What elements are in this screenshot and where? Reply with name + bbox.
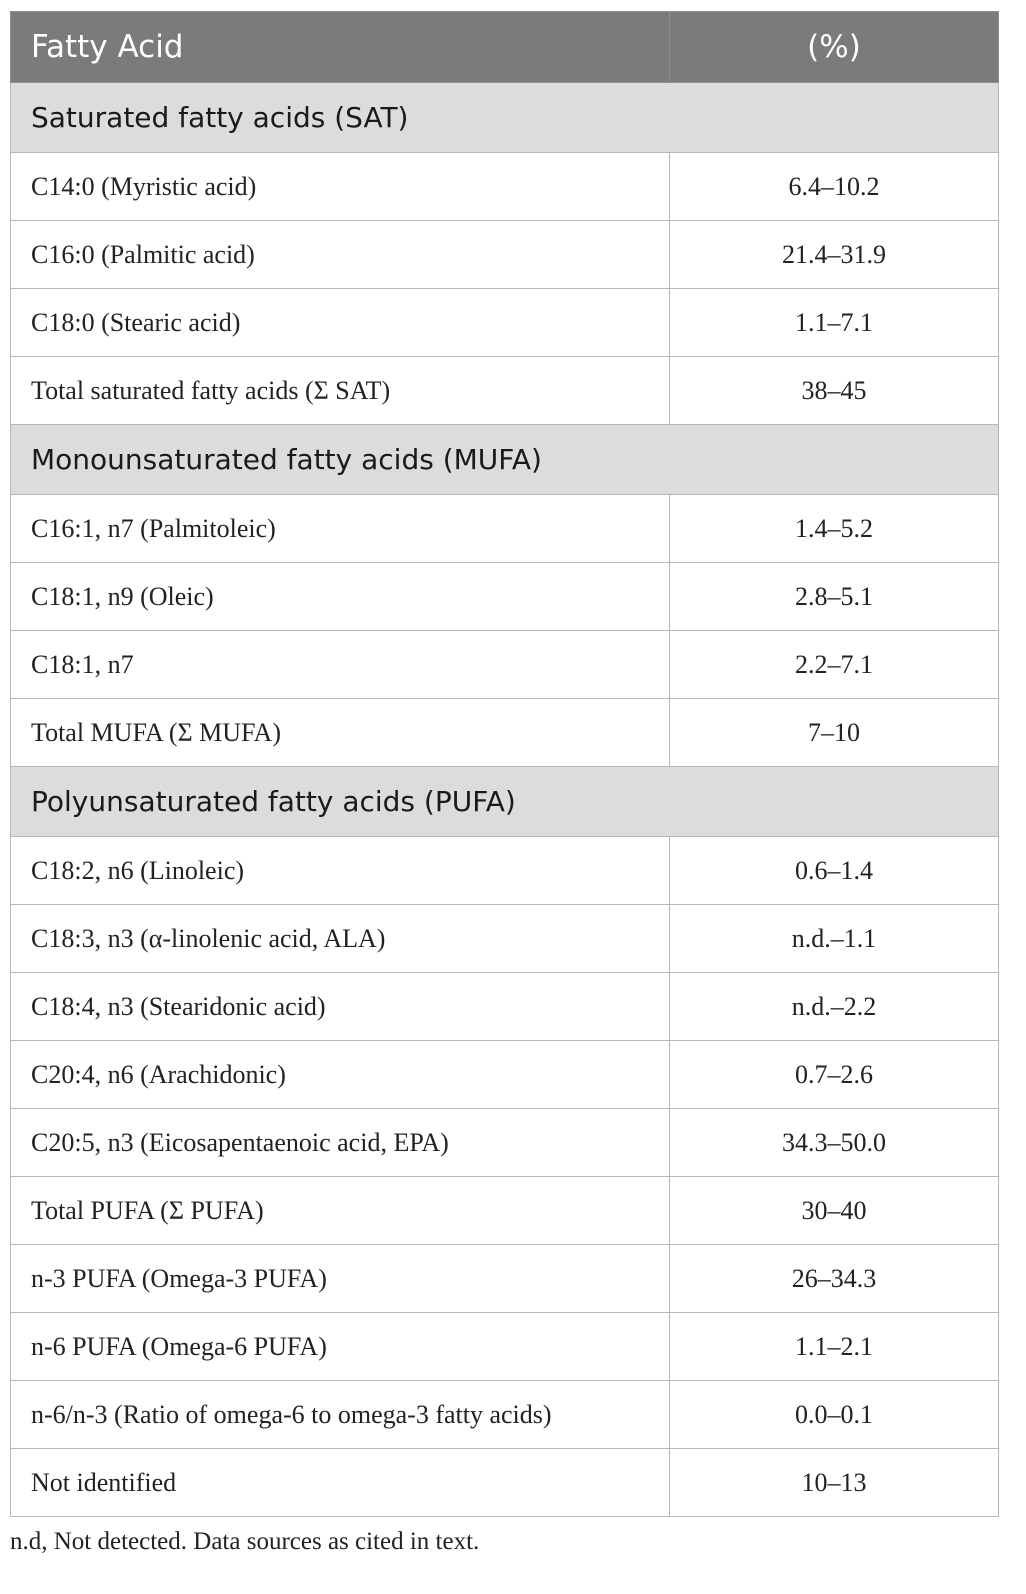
fatty-acid-name: n-6 PUFA (Omega-6 PUFA) [11, 1313, 670, 1381]
fatty-acid-name: C18:1, n9 (Oleic) [11, 563, 670, 631]
table-row [11, 837, 999, 905]
section-title: Monounsaturated fatty acids (MUFA) [11, 425, 999, 495]
fatty-acid-value: 1.1–2.1 [670, 1313, 999, 1381]
table-row [11, 1313, 999, 1381]
table-row [11, 495, 999, 563]
fatty-acid-name: C16:1, n7 (Palmitoleic) [11, 495, 670, 563]
table-row [11, 563, 999, 631]
fatty-acid-value: n.d.–2.2 [670, 973, 999, 1041]
table-row [11, 1449, 999, 1517]
table-row [11, 153, 999, 221]
fatty-acid-name: C18:0 (Stearic acid) [11, 289, 670, 357]
fatty-acid-value: 2.2–7.1 [670, 631, 999, 699]
fatty-acid-value: 30–40 [670, 1177, 999, 1245]
fatty-acid-name: Total MUFA (Σ MUFA) [11, 699, 670, 767]
fatty-acid-value: 0.6–1.4 [670, 837, 999, 905]
table-row [11, 1109, 999, 1177]
table-row [11, 1041, 999, 1109]
table-row [11, 221, 999, 289]
table-header [11, 12, 999, 83]
table-row [11, 905, 999, 973]
fatty-acid-name: C18:1, n7 [11, 631, 670, 699]
fatty-acid-name: Total saturated fatty acids (Σ SAT) [11, 357, 670, 425]
section-title: Polyunsaturated fatty acids (PUFA) [11, 767, 999, 837]
fatty-acid-value: 26–34.3 [670, 1245, 999, 1313]
fatty-acid-name: Total PUFA (Σ PUFA) [11, 1177, 670, 1245]
fatty-acid-value: 10–13 [670, 1449, 999, 1517]
header-fatty-acid: Fatty Acid [11, 12, 670, 83]
fatty-acid-value: 38–45 [670, 357, 999, 425]
fatty-acid-name: C18:4, n3 (Stearidonic acid) [11, 973, 670, 1041]
fatty-acid-value: 21.4–31.9 [670, 221, 999, 289]
fatty-acid-value: 6.4–10.2 [670, 153, 999, 221]
fatty-acid-value: 2.8–5.1 [670, 563, 999, 631]
fatty-acid-value: 1.1–7.1 [670, 289, 999, 357]
fatty-acid-name: C20:5, n3 (Eicosapentaenoic acid, EPA) [11, 1109, 670, 1177]
section-title: Saturated fatty acids (SAT) [11, 83, 999, 153]
fatty-acid-name: Not identified [11, 1449, 670, 1517]
table-body [11, 83, 999, 1517]
section-row-sat [11, 83, 999, 153]
table-footnote: n.d, Not detected. Data sources as cited in text. [10, 1528, 480, 1555]
fatty-acid-name: C18:3, n3 (α-linolenic acid, ALA) [11, 905, 670, 973]
fatty-acid-value: 1.4–5.2 [670, 495, 999, 563]
fatty-acid-name: n-6/n-3 (Ratio of omega-6 to omega-3 fatty acids) [11, 1381, 670, 1449]
table-row [11, 289, 999, 357]
header-row [11, 12, 999, 83]
fatty-acid-name: C16:0 (Palmitic acid) [11, 221, 670, 289]
fatty-acid-name: C14:0 (Myristic acid) [11, 153, 670, 221]
fatty-acid-value: 0.7–2.6 [670, 1041, 999, 1109]
table-row [11, 1177, 999, 1245]
table-row [11, 973, 999, 1041]
fatty-acid-value: 7–10 [670, 699, 999, 767]
fatty-acid-name: C18:2, n6 (Linoleic) [11, 837, 670, 905]
fatty-acid-value: n.d.–1.1 [670, 905, 999, 973]
fatty-acid-name: n-3 PUFA (Omega-3 PUFA) [11, 1245, 670, 1313]
fatty-acid-table-container [10, 11, 998, 1517]
fatty-acid-name: C20:4, n6 (Arachidonic) [11, 1041, 670, 1109]
section-row-pufa [11, 767, 999, 837]
table-row [11, 357, 999, 425]
table-row [11, 1245, 999, 1313]
fatty-acid-value: 0.0–0.1 [670, 1381, 999, 1449]
table-row [11, 1381, 999, 1449]
fatty-acid-table [10, 11, 999, 1517]
fatty-acid-value: 34.3–50.0 [670, 1109, 999, 1177]
section-row-mufa [11, 425, 999, 495]
table-row [11, 631, 999, 699]
table-row [11, 699, 999, 767]
header-percent: (%) [670, 12, 999, 83]
